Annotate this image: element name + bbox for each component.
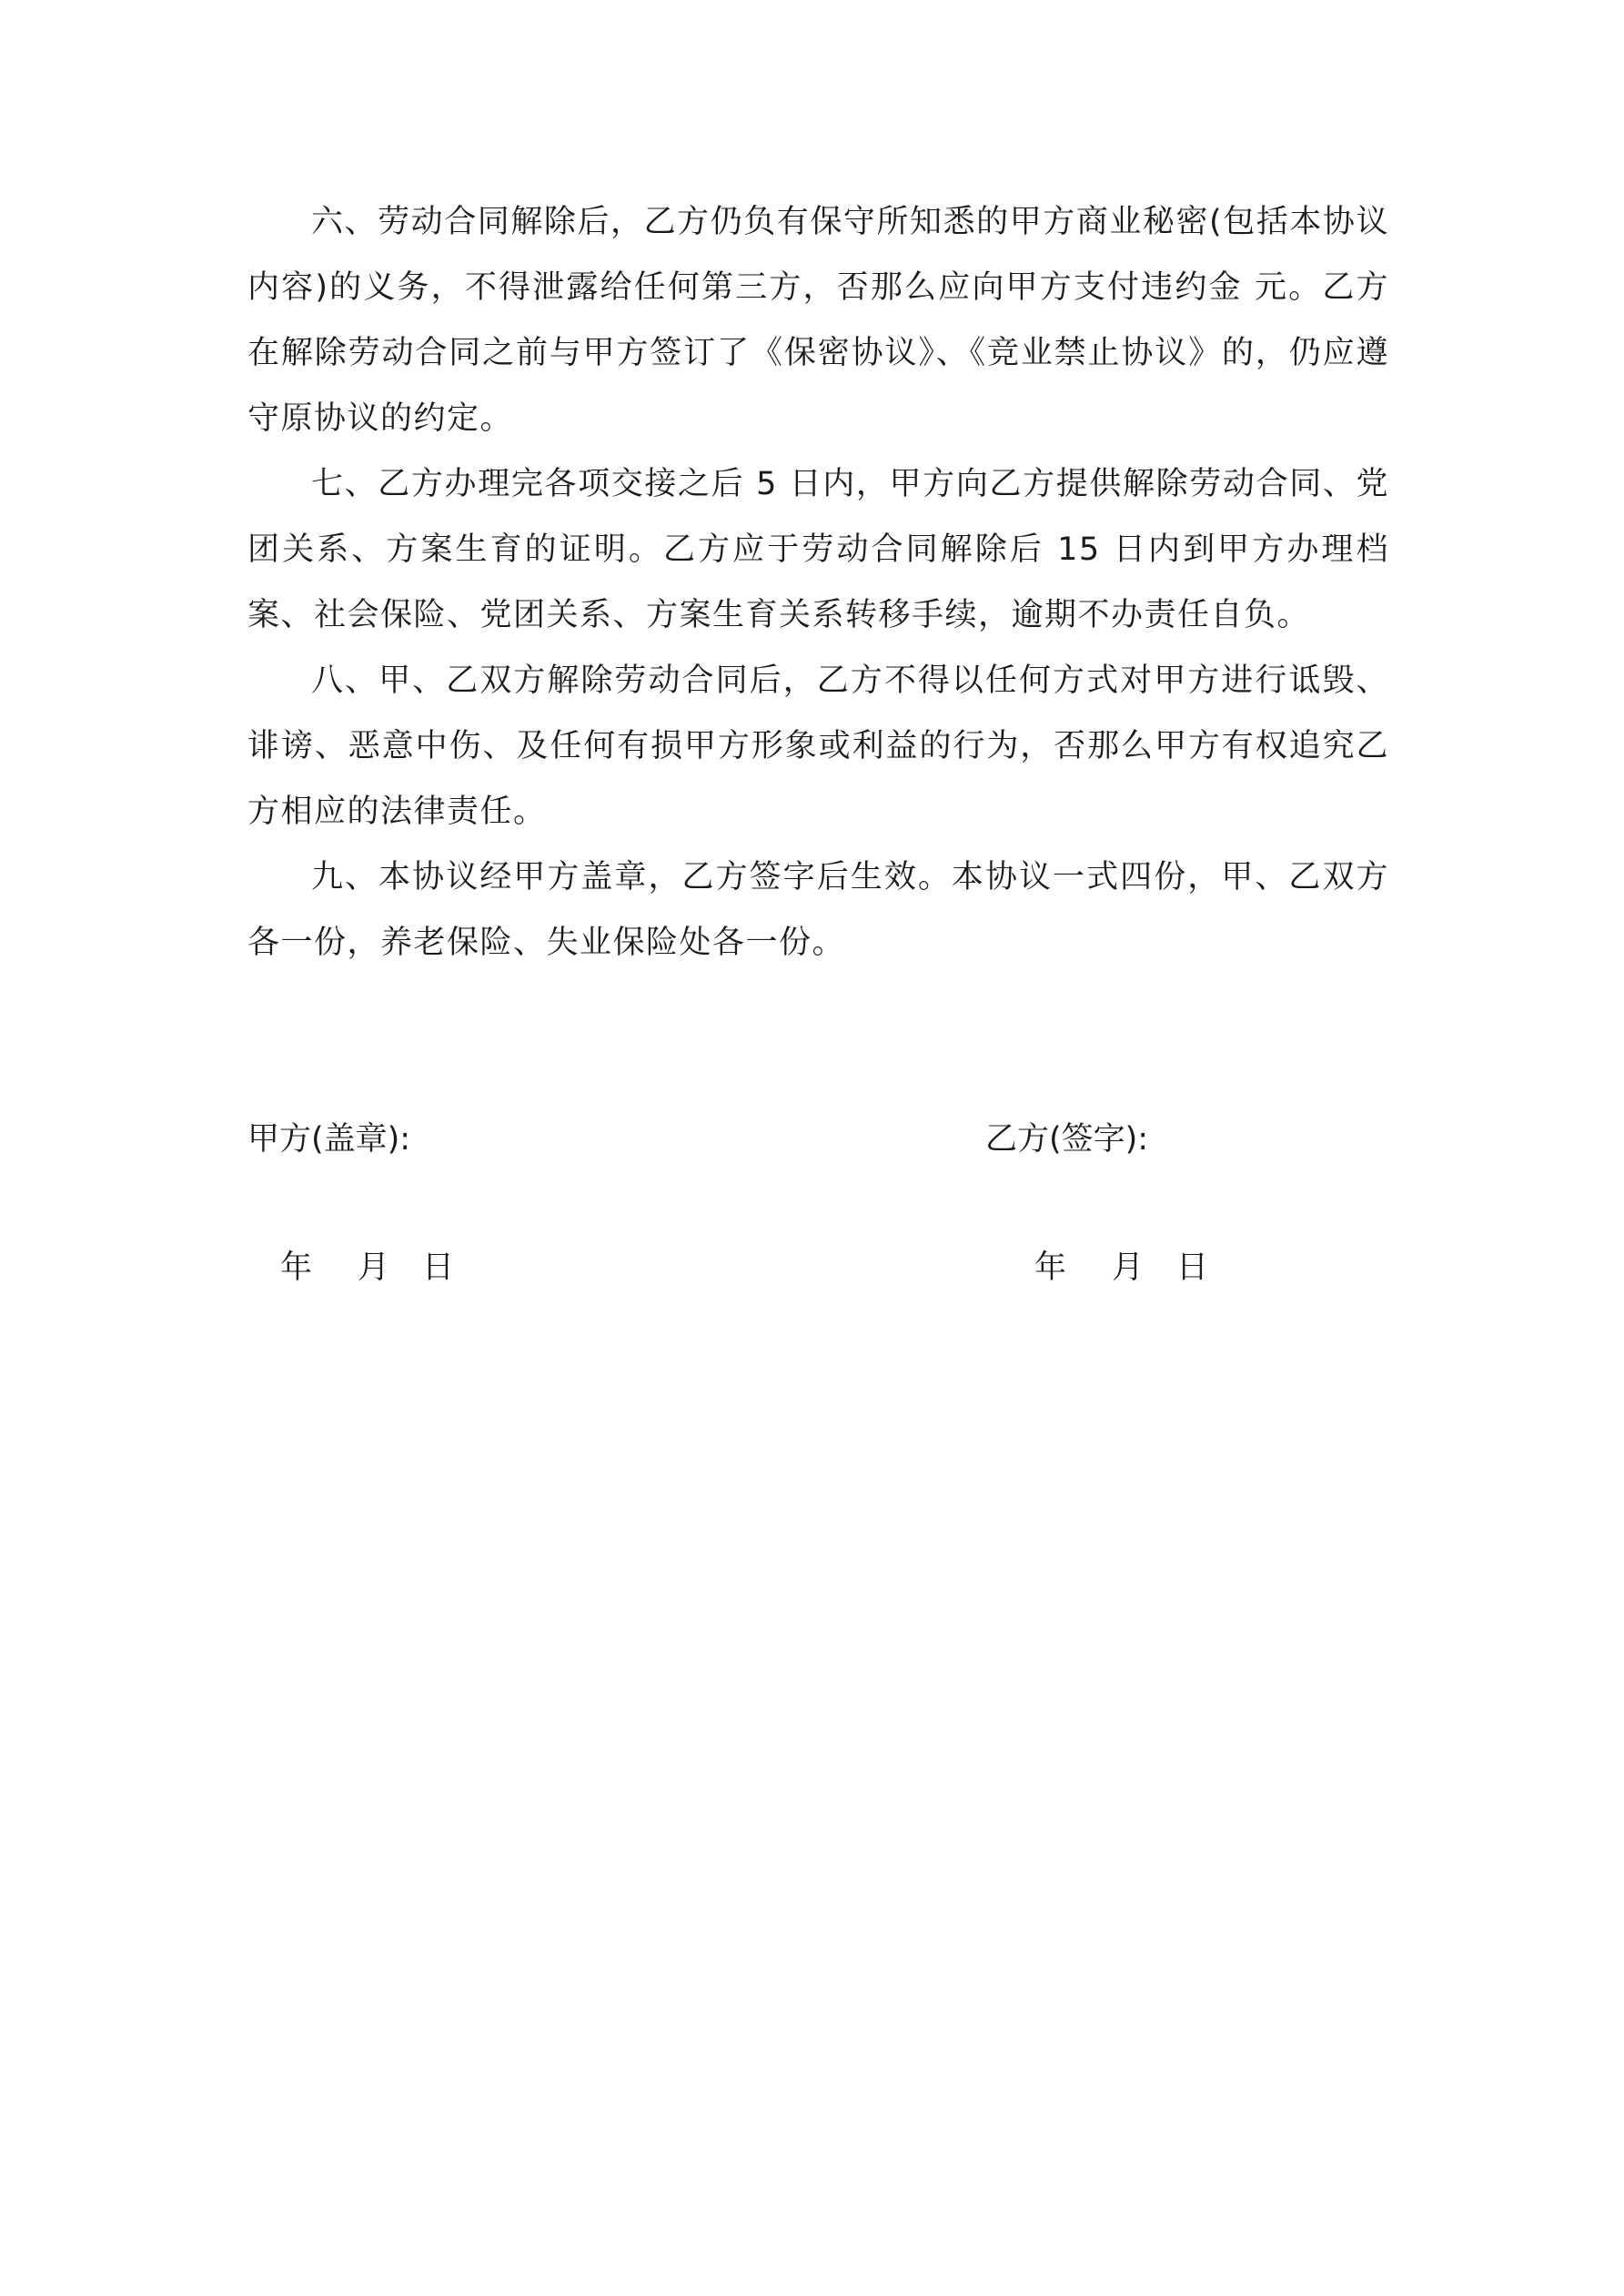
agreement-body xyxy=(247,189,1389,976)
party-b-year: 年 xyxy=(1034,1249,1067,1286)
clause-nine: 九、本协议经甲方盖章，乙方签字后生效。本协议一式四份，甲、乙双方各一份，养老保险、失业保险处各一份。 xyxy=(247,859,1389,961)
clause-seven: 七、乙方办理完各项交接之后 5 日内，甲方向乙方提供解除劳动合同、党团关系、方案生育的证明。乙方应于劳动合同解除后 15 日内到甲方办理档案、社会保险、党团关系、方案生育关系转移手续，逾期不办责任自负。 xyxy=(247,466,1389,633)
party-a-month: 月 xyxy=(358,1249,390,1286)
party-a-year: 年 xyxy=(280,1249,313,1286)
party-b-month: 月 xyxy=(1112,1249,1145,1286)
clause-six: 六、劳动合同解除后，乙方仍负有保守所知悉的甲方商业秘密(包括本协议内容)的义务，不得泄露给任何第三方，否那么应向甲方支付违约金 元。乙方在解除劳动合同之前与甲方签订了《保密协议》、《竞业禁止协议》的，仍应遵守原协议的约定。 xyxy=(247,204,1389,437)
party-a-day: 日 xyxy=(422,1249,455,1286)
party-a-label: 甲方(盖章): xyxy=(247,1121,411,1158)
party-b-day: 日 xyxy=(1176,1249,1209,1286)
party-b-date xyxy=(0,1249,1365,1286)
clause-eight: 八、甲、乙双方解除劳动合同后，乙方不得以任何方式对甲方进行诋毁、诽谤、恶意中伤、及任何有损甲方形象或利益的行为，否那么甲方有权追究乙方相应的法律责任。 xyxy=(247,663,1389,830)
party-b-label: 乙方(签字): xyxy=(985,1121,1149,1158)
